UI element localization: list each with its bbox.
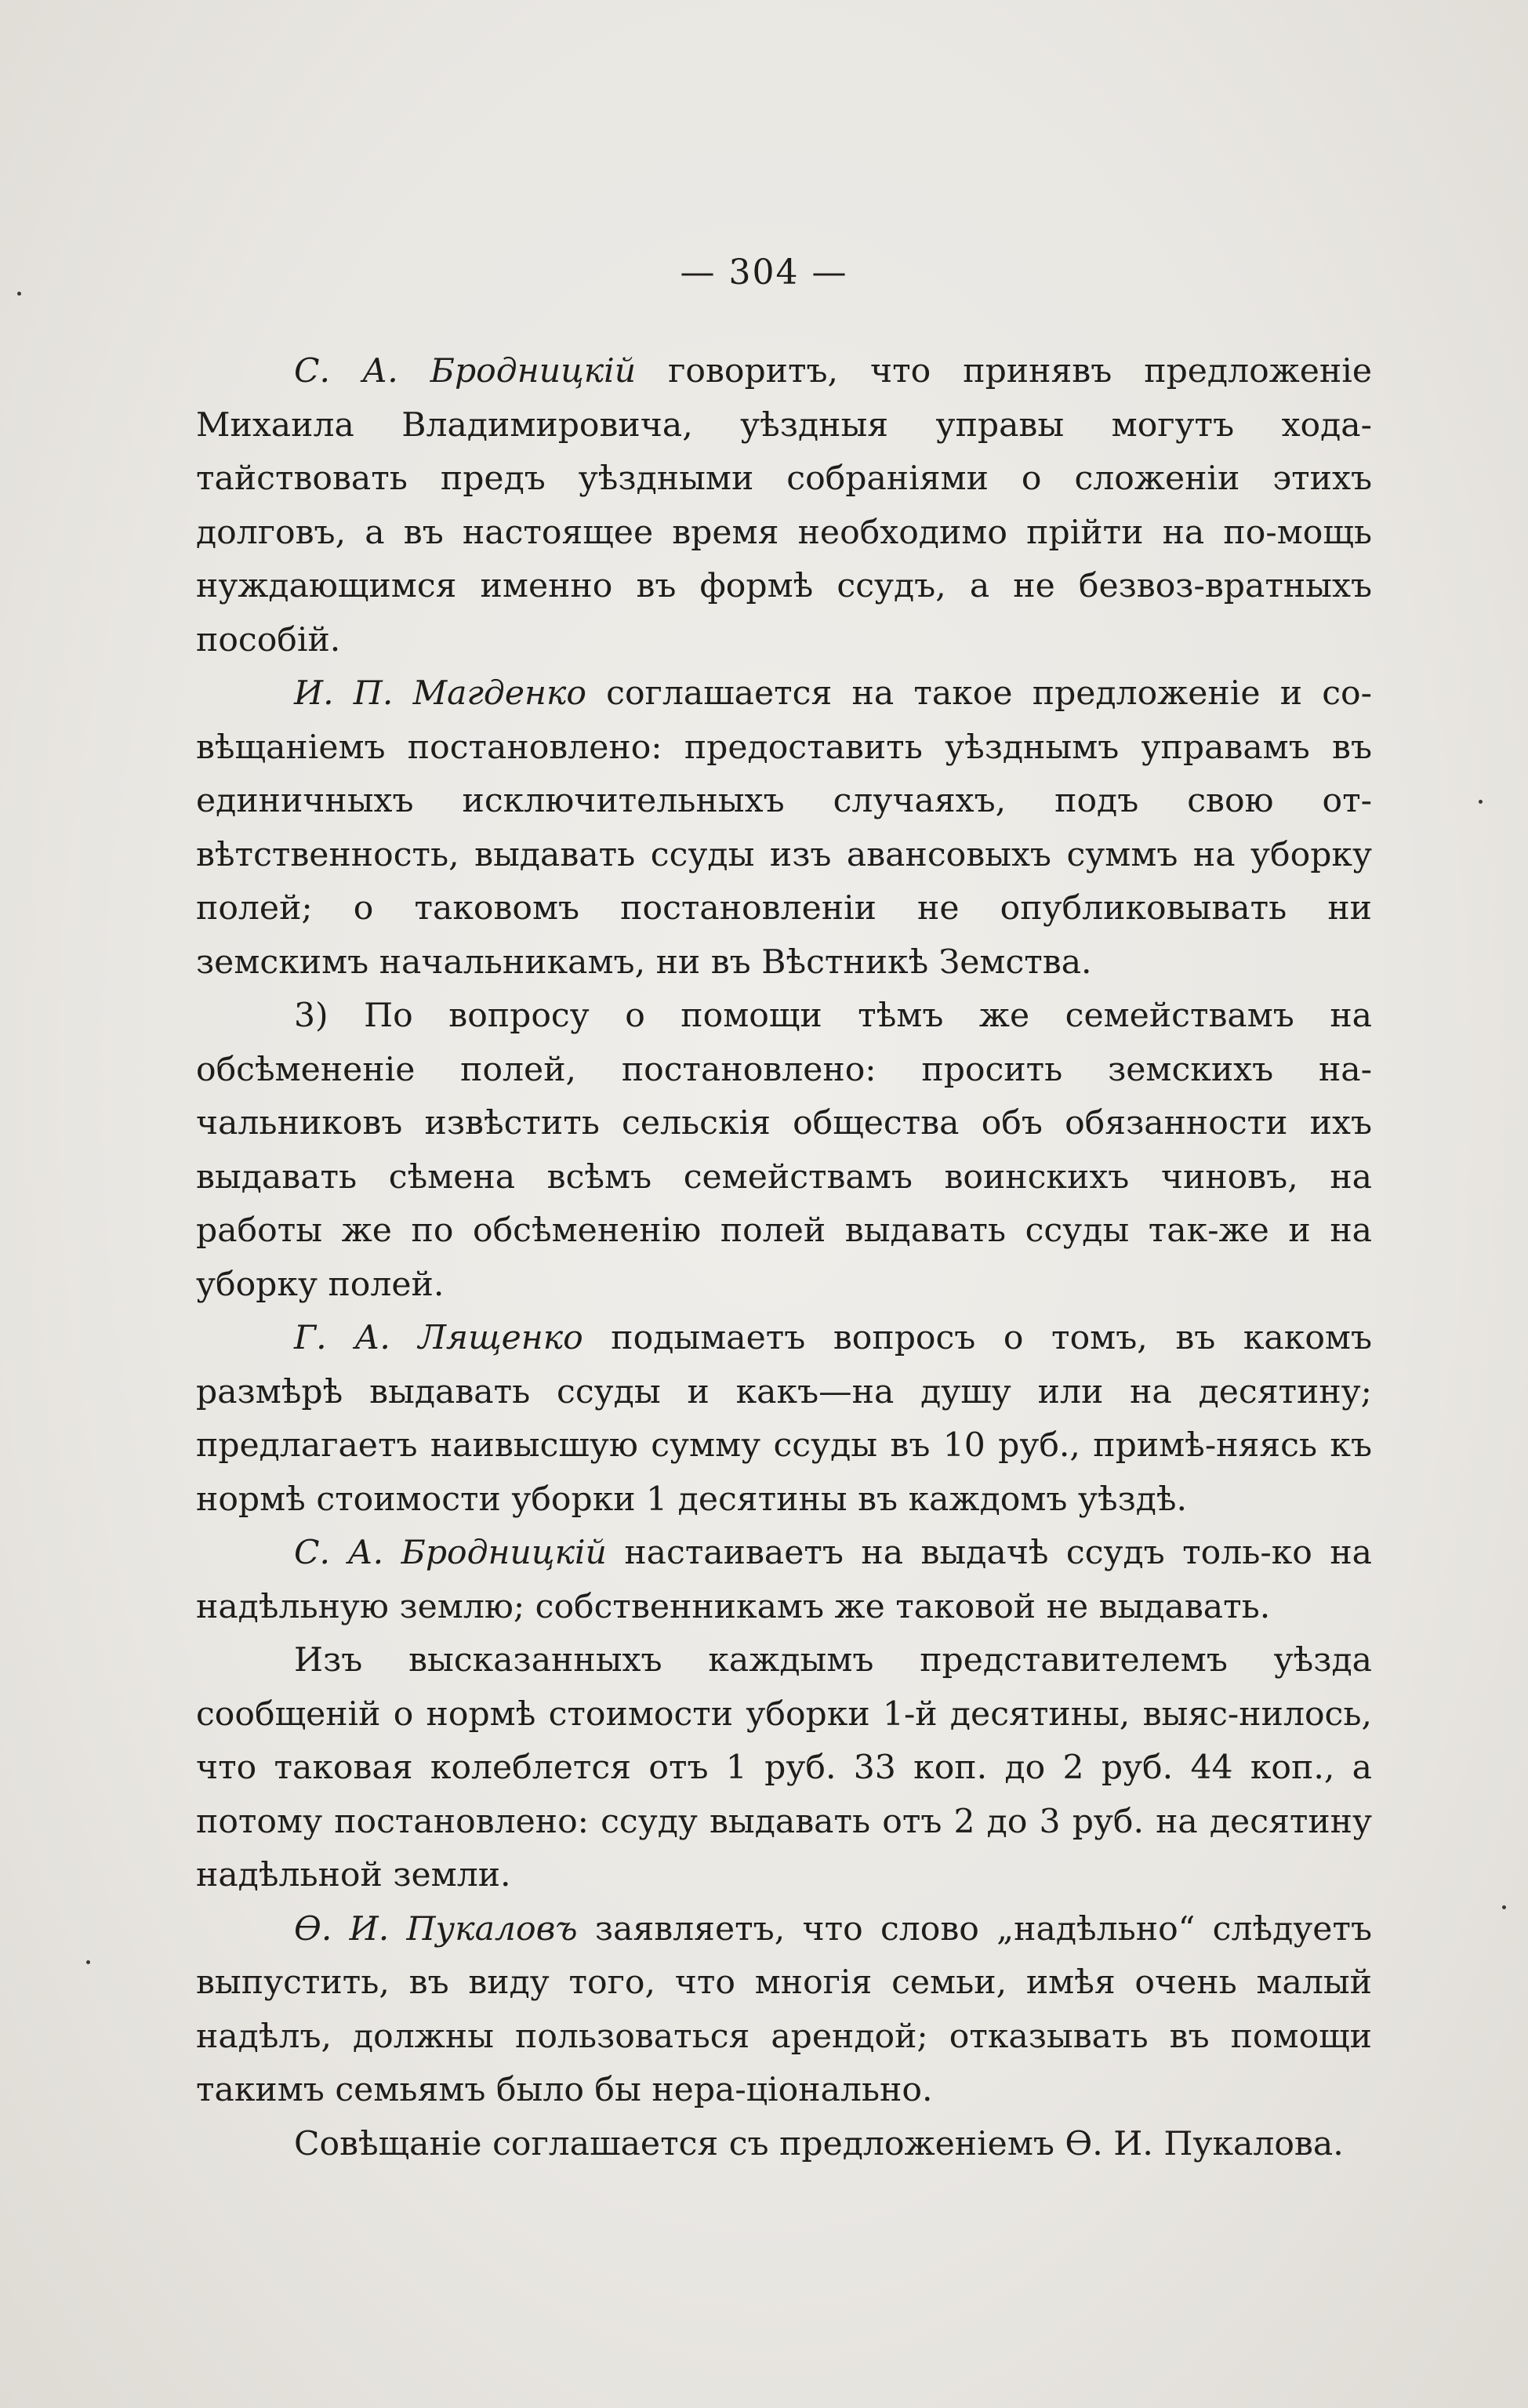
- paragraph-text: настаиваетъ на выдачѣ ссудъ толь-ко на надѣльную землю; собственникамъ же таковой не выдавать.: [196, 1534, 1372, 1626]
- paragraph-item-3: [196, 990, 1372, 1312]
- paragraph-conclusion: [196, 2118, 1372, 2172]
- page-number: — 304 —: [680, 252, 848, 292]
- paragraph-lyashchenko: [196, 1312, 1372, 1527]
- paragraph-norm-cost: [196, 1634, 1372, 1903]
- paragraph-text: 3) По вопросу о помощи тѣмъ же семействамъ на обсѣмененіе полей, постановлено: просить земскихъ на-чальниковъ извѣстить сельскія общества объ обязанности ихъ выдавать сѣмена всѣмъ семействамъ воинскихъ чиновъ, на работы же по обсѣмененію полей выдавать ссуды так-же и на уборку полей.: [196, 997, 1372, 1304]
- paragraph-text: соглашается на такое предложеніе и со-вѣщаніемъ постановлено: предоставить уѣзднымъ управамъ въ единичныхъ исключительныхъ случаяхъ, подъ свою от-вѣтственность, выдавать ссуды изъ авансовыхъ суммъ на уборку полей; о таковомъ постановленіи не опубликовывать ни земскимъ начальникамъ, ни въ Вѣстникѣ Земства.: [196, 674, 1372, 982]
- dust-speck: [1479, 800, 1483, 804]
- body-text: [196, 345, 1372, 2171]
- paragraph-text: заявляетъ, что слово „надѣльно“ слѣдуетъ выпустить, въ виду того, что многія семьи, имѣя очень малый надѣлъ, должны пользоваться арендой; отказывать въ помощи такимъ семьямъ было бы нера-ціонально.: [196, 1909, 1372, 2109]
- dust-speck: [86, 1960, 90, 1964]
- paragraph-text: подымаетъ вопросъ о томъ, въ какомъ размѣрѣ выдавать ссуды и какъ—на душу или на десятину; предлагаетъ наивысшую сумму ссуды въ 10 руб., примѣ-няясь къ нормѣ стоимости уборки 1 десятины въ каждомъ уѣздѣ.: [196, 1319, 1372, 1519]
- paragraph-pukalov: [196, 1903, 1372, 2118]
- speaker-name: С. А. Бродницкій: [294, 1534, 607, 1572]
- speaker-name: И. П. Магденко: [294, 674, 586, 713]
- paragraph-text: говоритъ, что принявъ предложеніе Михаила Владимировича, уѣздныя управы могутъ хода-тайствовать предъ уѣздными собраніями о сложеніи этихъ долговъ, а въ настоящее время необходимо прійти на по-мощь нуждающимся именно въ формѣ ссудъ, а не безвоз-вратныхъ пособій.: [196, 352, 1372, 659]
- paragraph-magdenko: [196, 667, 1372, 990]
- dust-speck: [1502, 1905, 1506, 1909]
- paragraph-brodnitsky-1: [196, 345, 1372, 667]
- speaker-name: С. А. Бродницкій: [294, 352, 637, 390]
- paragraph-text: Совѣщаніе соглашается съ предложеніемъ Ѳ. И. Пукалова.: [294, 2124, 1344, 2163]
- speaker-name: Ѳ. И. Пукаловъ: [294, 1909, 578, 1949]
- paragraph-brodnitsky-2: [196, 1527, 1372, 1634]
- speaker-name: Г. А. Лященко: [294, 1319, 583, 1357]
- paragraph-text: Изъ высказанныхъ каждымъ представителемъ уѣзда сообщеній о нормѣ стоимости уборки 1-й десятины, выяс-нилось, что таковая колеблется отъ 1 руб. 33 коп. до 2 руб. 44 коп., а потому постановлено: ссуду выдавать отъ 2 до 3 руб. на десятину надѣльной земли.: [196, 1641, 1372, 1894]
